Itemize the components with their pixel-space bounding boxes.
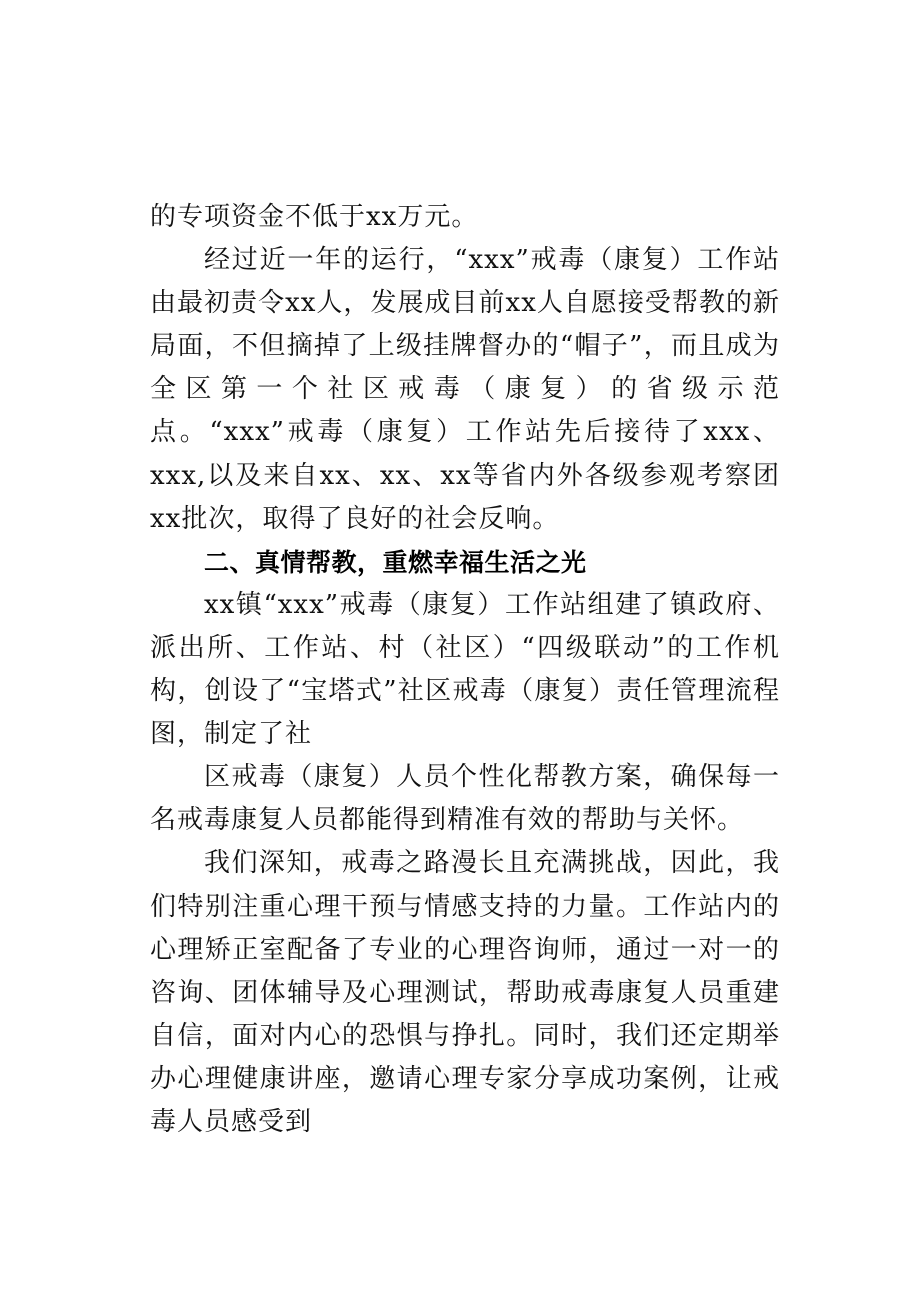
- document-body: [150, 196, 780, 1144]
- paragraph-1: 的专项资金不低于xx万元。: [150, 202, 479, 232]
- paragraph-5: 我们深知，戒毒之路漫长且充满挑战，因此，我们特别注重心理干预与情感支持的力量。工作站内的心理矫正室配备了专业的心理咨询师，通过一对一的咨询、团体辅导及心理测试，帮助戒毒康复人员重建自信，面对内心的恐惧与挣扎。同时，我们还定期举办心理健康讲座，邀请心理专家分享成功案例，让戒毒人员感受到: [150, 848, 780, 1137]
- paragraph-2: 经过近一年的运行，“xxx”戒毒（康复）工作站由最初责令xx人，发展成目前xx人自愿接受帮教的新局面，不但摘掉了上级挂牌督办的“帽子”，而且成为全区第一个社区戒毒（康复）的省级示范点。“xxx”戒毒（康复）工作站先后接待了xxx、xxx,以及来自xx、xx、xx等省内外各级参观考察团xx批次，取得了良好的社会反响。: [150, 245, 780, 534]
- paragraph-3: xx镇“xxx”戒毒（康复）工作站组建了镇政府、派出所、工作站、村（社区）“四级联动”的工作机构，创设了“宝塔式”社区戒毒（康复）责任管理流程图，制定了社: [150, 589, 780, 750]
- paragraph-4: 区戒毒（康复）人员个性化帮教方案，确保每一名戒毒康复人员都能得到精准有效的帮助与关怀。: [150, 762, 780, 836]
- section-heading: 二、真情帮教，重燃幸福生活之光: [204, 547, 587, 577]
